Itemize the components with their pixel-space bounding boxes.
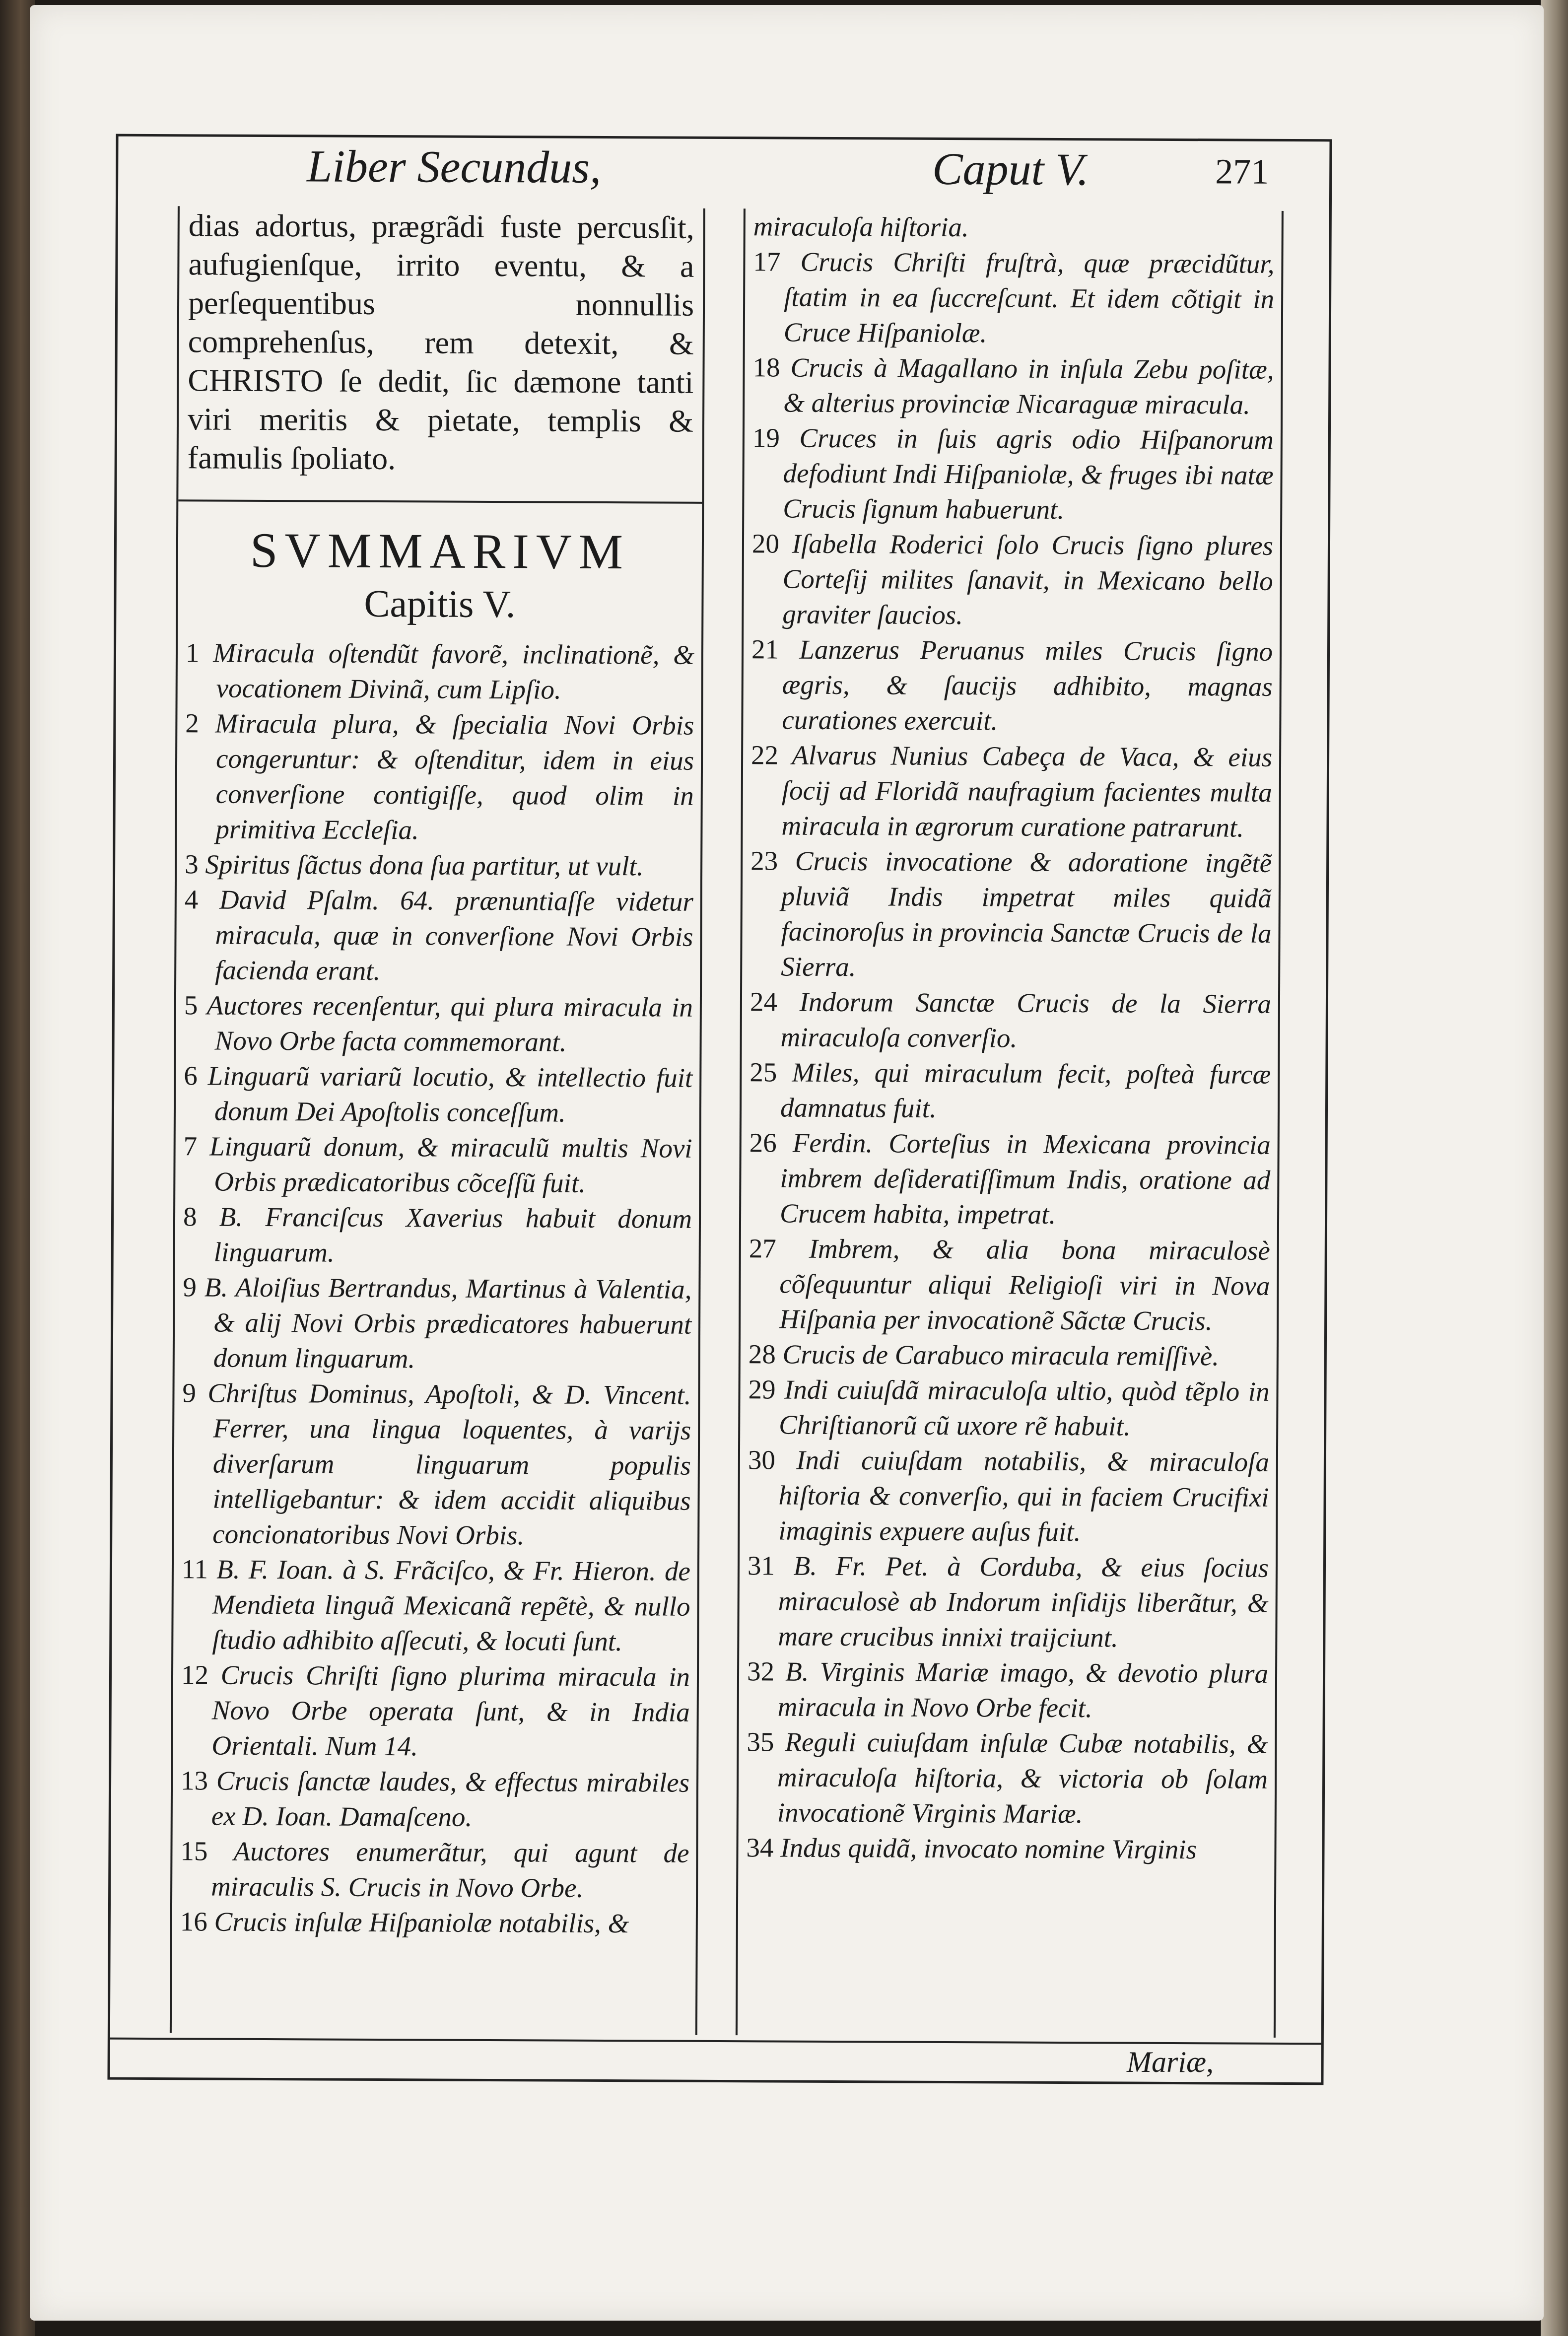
entry-number: 22 xyxy=(750,740,779,770)
summary-entry xyxy=(175,1199,699,1272)
entry-text: Auctores recenſentur, qui plura miracula in Novo Orbe facta commemorant. xyxy=(206,990,693,1057)
summary-entry xyxy=(746,208,1282,246)
summary-entry xyxy=(738,1830,1274,1867)
summary-entry xyxy=(173,1763,697,1836)
entry-number: 31 xyxy=(747,1550,775,1581)
entry-text: B. F. Ioan. à S. Frãciſco, & Fr. Hieron. de Mendieta linguã Mexicanã repẽtè, & nullo ſtudio adhibito aſſecuti, & locuti ſunt. xyxy=(212,1554,691,1657)
entry-number: 35 xyxy=(747,1726,774,1757)
entry-text: Crucis Chriſti fruſtrà, quæ præcidũtur, ſtatim in ea ſuccreſcunt. Et idem cõtigit in Cruce Hiſpaniolæ. xyxy=(783,246,1275,348)
summary-entry xyxy=(177,705,701,849)
page-edge xyxy=(1541,0,1568,2336)
summary-entry xyxy=(740,1372,1277,1444)
summary-entry xyxy=(743,631,1280,740)
entry-number: 2 xyxy=(185,708,200,739)
entry-number: 3 xyxy=(185,849,199,880)
summary-entry xyxy=(739,1653,1276,1726)
entry-number: 4 xyxy=(184,884,199,915)
summary-list-left xyxy=(172,635,701,1941)
entry-text: Lanzerus Peruanus miles Crucis ſigno ægris, & ſaucijs adhibito, magnas curationes exercuit. xyxy=(782,634,1273,736)
running-header xyxy=(118,137,1330,204)
entry-number: 12 xyxy=(181,1659,209,1690)
summary-entry xyxy=(742,984,1278,1057)
catchword: Mariæ, xyxy=(1127,2046,1214,2078)
entry-text: Indorum Sanctæ Crucis de la Sierra miraculoſa converſio. xyxy=(780,986,1272,1053)
entry-number: 25 xyxy=(750,1057,777,1088)
entry-number: 29 xyxy=(748,1374,776,1405)
entry-number: 20 xyxy=(751,528,780,559)
entry-text: Indi cuiuſdã miraculoſa ultio, quòd tẽplo in Chriſtianorũ cũ uxore rẽ habuit. xyxy=(779,1374,1270,1442)
entry-number: 18 xyxy=(752,352,780,383)
entry-text: Crucis invocatione & adoratione ingẽtẽ pluviã Indis impetrat miles quidã facinoroſus in provincia Sanctæ Crucis de la Sierra. xyxy=(781,845,1272,982)
entry-text: Crucis à Magallano in inſula Zebu poſitæ, & alterius provinciæ Nicaraguæ miracula. xyxy=(783,352,1274,420)
entry-text: Imbrem, & alia bona miraculosè cõſequuntur aliqui Religioſi viri in Nova Hiſpania per invocationẽ Sãctæ Crucis. xyxy=(779,1233,1270,1336)
entry-number: 9 xyxy=(183,1272,197,1303)
summary-entry xyxy=(744,420,1281,528)
summary-entry xyxy=(177,846,700,884)
book-page xyxy=(30,5,1544,2321)
summary-entry xyxy=(739,1548,1276,1656)
running-header-chapter: Caput V. xyxy=(932,143,1089,195)
entry-text: Indus quidã, invocato nomine Virginis xyxy=(780,1832,1197,1865)
entry-text: Miles, qui miraculum fecit, poſteà furcæ damnatus fuit. xyxy=(780,1057,1271,1123)
bottom-rule xyxy=(110,2038,1321,2045)
entry-text: Spiritus ſãctus dona ſua partitur, ut vult. xyxy=(205,849,644,882)
page-number: 271 xyxy=(1215,151,1269,192)
entry-number: 24 xyxy=(750,986,778,1017)
running-header-book: Liber Secundus, xyxy=(307,140,602,193)
entry-text: Crucis de Carabuco miracula remiſſivè. xyxy=(782,1339,1220,1372)
summary-entry xyxy=(176,1058,700,1131)
entry-number: 23 xyxy=(750,845,778,876)
summary-entry xyxy=(175,1269,699,1377)
entry-number: 30 xyxy=(748,1444,776,1475)
entry-text: Auctores enumerãtur, qui agunt de miraculis S. Crucis in Novo Orbe. xyxy=(211,1836,689,1903)
summary-list-right xyxy=(738,208,1282,1867)
summary-entry xyxy=(742,843,1279,986)
entry-text: miraculoſa hiſtoria. xyxy=(753,211,969,243)
summary-entry xyxy=(174,1375,698,1554)
entry-text: Iſabella Roderici ſolo Crucis ſigno plures Corteſij milites ſanavit, in Mexicano bello graviter ſaucios. xyxy=(782,528,1274,630)
entry-number: 11 xyxy=(181,1554,208,1584)
entry-number: 7 xyxy=(183,1131,198,1162)
section-divider xyxy=(178,499,702,504)
entry-text: B. Aloiſius Bertrandus, Martinus à Valentia, & alij Novi Orbis prædicatores habuerunt donum linguarum. xyxy=(204,1272,692,1374)
entry-text: Crucis inſulæ Hiſpaniolæ notabilis, & xyxy=(214,1906,629,1939)
summary-title: SVMMARIVM xyxy=(250,522,630,580)
entry-text: Miracula plura, & ſpecialia Novi Orbis congeruntur: & oſtenditur, idem in eius converſione contigiſſe, quod olim in primitiva Eccleſia. xyxy=(215,708,694,845)
entry-text: Cruces in ſuis agris odio Hiſpanorum defodiunt Indi Hiſpaniolæ, & fruges ibi natæ Crucis ſignum habuerunt. xyxy=(783,422,1274,525)
entry-number: 9 xyxy=(182,1377,197,1408)
entry-number: 34 xyxy=(746,1832,774,1863)
entry-number: 1 xyxy=(185,637,200,668)
entry-text: Reguli cuiuſdam inſulæ Cubæ notabilis, & miraculoſa hiſtoria, & victoria ob ſolam invocationẽ Virginis Mariæ. xyxy=(777,1726,1268,1829)
summary-entry xyxy=(172,1904,696,1941)
entry-text: Crucis ſanctæ laudes, & effectus mirabiles ex D. Ioan. Damaſceno. xyxy=(211,1765,690,1832)
entry-text: Indi cuiuſdam notabilis, & miraculoſa hiſtoria & converſio, qui in faciem Crucifixi imaginis expuere auſus fuit. xyxy=(778,1444,1270,1547)
entry-text: B. Fr. Pet. à Corduba, & eius ſocius miraculosè ab Indorum inſidijs liberãtur, & mare crucibus innixi traijciunt. xyxy=(778,1550,1269,1653)
summary-entry xyxy=(745,349,1281,422)
entry-number: 6 xyxy=(184,1060,198,1091)
summary-entry xyxy=(741,1125,1278,1233)
entry-text: David Pſalm. 64. prænuntiaſſe videtur miracula, quæ in converſione Novi Orbis facienda erant. xyxy=(215,884,693,986)
entry-text: Crucis Chriſti ſigno plurima miracula in Novo Orbe operata ſunt, & in India Orientali. Num 14. xyxy=(211,1659,690,1762)
entry-number: 5 xyxy=(184,990,198,1021)
summary-entry xyxy=(742,1054,1278,1127)
entry-number: 27 xyxy=(749,1233,776,1264)
entry-text: Miracula oſtendũt favorẽ, inclinationẽ, & vocationem Divinã, cum Lipſio. xyxy=(213,637,695,705)
summary-entry xyxy=(745,244,1282,352)
summary-subtitle: Capitis V. xyxy=(364,581,516,626)
entry-number: 16 xyxy=(180,1906,207,1937)
summary-entry xyxy=(172,1833,696,1906)
entry-text: Ferdin. Corteſius in Mexicana provincia imbrem deſideratiſſimum Indis, oratione ad Crucem habita, impetrat. xyxy=(779,1127,1271,1230)
entry-number: 28 xyxy=(748,1339,776,1370)
entry-text: B. Virginis Mariæ imago, & devotio plura miracula in Novo Orbe fecit. xyxy=(777,1656,1269,1723)
summary-entry xyxy=(176,987,700,1060)
summary-entry xyxy=(175,1128,699,1201)
text-frame xyxy=(107,134,1332,2085)
entry-number: 19 xyxy=(752,422,780,453)
entry-text: Linguarũ donum, & miraculũ multis Novi Orbis prædicatoribus cõceſſũ fuit. xyxy=(209,1131,692,1198)
entry-text: B. Franciſcus Xaverius habuit donum linguarum. xyxy=(213,1201,692,1268)
summary-entry xyxy=(741,1231,1277,1339)
entry-text: Alvarus Nunius Cabeça de Vaca, & eius ſocij ad Floridã naufragium facientes multa miracula in ægrorum curatione patrarunt. xyxy=(781,740,1273,843)
entry-number: 32 xyxy=(747,1656,775,1687)
entry-text: Linguarũ variarũ locutio, & intellectio fuit donum Dei Apoſtolis conceſſum. xyxy=(207,1060,693,1128)
summary-entry xyxy=(739,1724,1275,1832)
right-column xyxy=(736,208,1284,2038)
summary-entry xyxy=(743,737,1279,845)
entry-number: 21 xyxy=(751,634,779,665)
entry-number: 15 xyxy=(180,1836,208,1866)
summary-entry xyxy=(740,1442,1276,1550)
summary-entry xyxy=(173,1551,697,1659)
summary-entry xyxy=(741,1336,1277,1374)
entry-text: Chriſtus Dominus, Apoſtoli, & D. Vincent. Ferrer, una lingua loquentes, à varijs diverſarum linguarum populis intelligebantur: & idem accidit aliquibus concionatoribus Novi Orbis. xyxy=(207,1377,691,1551)
intro-paragraph: dias adortus, prægrãdi fuste percusſit, aufugienſque, irrito eventu, & a perſequentibus nonnullis comprehenſus, rem detexit, & CHRISTO ſe dedit, ſic dæmone tanti viri meritis & pietate, templis & famulis ſpoliato. xyxy=(187,207,694,477)
summary-entry xyxy=(178,635,702,708)
entry-number: 17 xyxy=(753,246,781,277)
entry-number: 8 xyxy=(183,1201,197,1232)
summary-entry xyxy=(744,526,1280,634)
entry-number: 26 xyxy=(749,1127,777,1158)
entry-number: 13 xyxy=(180,1765,208,1796)
summary-entry xyxy=(173,1657,697,1765)
left-column xyxy=(170,206,705,2035)
summary-entry xyxy=(176,882,700,990)
